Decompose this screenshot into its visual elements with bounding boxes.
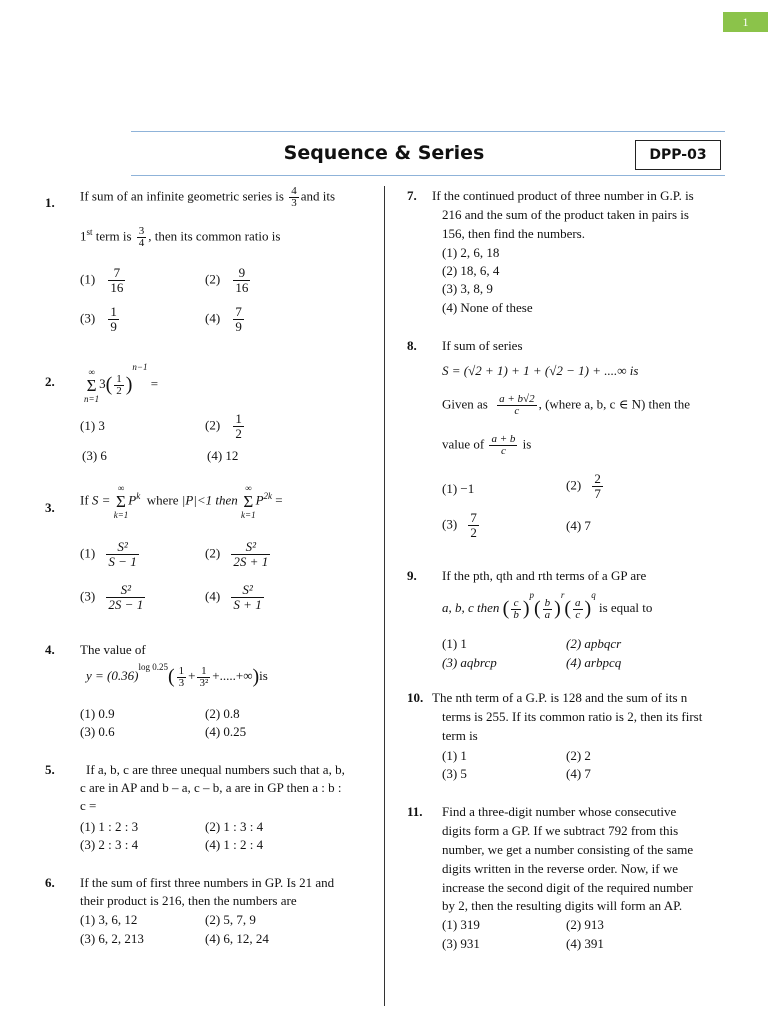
- option-4[interactable]: (4) 7: [566, 518, 591, 533]
- option-4[interactable]: (4) $\frac{\text{S²}}{S + 1}$: [205, 582, 262, 612]
- option-1[interactable]: (1) $\frac{7}{16}$: [80, 265, 124, 295]
- question-number: 7.: [407, 188, 417, 203]
- option-4[interactable]: (4) arbpcq: [566, 655, 622, 670]
- option-2[interactable]: (2) $\frac{9}{16}$: [205, 265, 249, 295]
- question-number: 9.: [407, 568, 417, 583]
- question-number: 5.: [45, 762, 55, 777]
- question-expression: $y = (0.36)^{log 0.25}$( $\frac{1}{3}$ + $\frac{1}{\text{3²}}$ +.....+∞)is: [86, 662, 268, 689]
- question-text: 216 and the sum of the product taken in pairs is: [442, 207, 689, 222]
- page-title: Sequence & Series: [283, 142, 485, 164]
- option-2[interactable]: (2) 1 : 3 : 4: [205, 819, 264, 834]
- header-rule-top: [131, 131, 725, 132]
- option-2[interactable]: (2) 5, 7, 9: [205, 912, 256, 927]
- question-text: The value of: [80, 642, 146, 657]
- option-4[interactable]: (4) 6, 12, 24: [205, 931, 269, 946]
- question-number: 3.: [45, 500, 55, 515]
- question-text: by 2, then the resulting digits will form an AP.: [442, 898, 683, 913]
- question-text: Given as $\frac{a + b√2}{c}$ , (where a, b, c ∈ N) then the: [442, 393, 691, 417]
- question-text: c are in AP and b – a, c – b, a are in GP then a : b :: [80, 780, 342, 795]
- option-2[interactable]: (2) $\frac{1}{2}$: [205, 411, 242, 441]
- option-3[interactable]: (3) $\frac{\text{S²}}{2S - 1}$: [80, 582, 144, 612]
- option-1[interactable]: (1) 2, 6, 18: [442, 245, 500, 260]
- option-1[interactable]: (1) $\frac{\text{S²}}{S - 1}$: [80, 539, 137, 569]
- option-2[interactable]: (2) $\frac{\text{S²}}{2S + 1}$: [205, 539, 269, 569]
- question-number: 11.: [407, 804, 423, 819]
- option-1[interactable]: (1) 1: [442, 636, 467, 651]
- option-1[interactable]: (1) 1: [442, 748, 467, 763]
- question-text: 156, then find the numbers.: [442, 226, 585, 241]
- option-4[interactable]: (4) 12: [207, 448, 239, 463]
- option-2[interactable]: (2) 18, 6, 4: [442, 263, 500, 278]
- question-text: value of $\frac{a + b}{c}$ is: [442, 433, 532, 457]
- question-text: Find a three-digit number whose consecutive: [442, 804, 677, 819]
- question-number: 2.: [45, 374, 55, 389]
- question-text: If the pth, qth and rth terms of a GP are: [442, 568, 647, 583]
- option-1[interactable]: (1) 1 : 2 : 3: [80, 819, 139, 834]
- option-1[interactable]: (1) 3: [80, 418, 105, 433]
- column-divider: [384, 186, 385, 1006]
- option-4[interactable]: (4) $\frac{7}{9}$: [205, 304, 242, 334]
- option-3[interactable]: (3) $\frac{1}{9}$: [80, 304, 117, 334]
- option-4[interactable]: (4) 0.25: [205, 724, 247, 739]
- option-4[interactable]: (4) 391: [566, 936, 604, 951]
- question-text: digits form a GP. If we subtract 792 from this: [442, 823, 679, 838]
- option-3[interactable]: (3) 0.6: [80, 724, 115, 739]
- question-text: c =: [80, 798, 97, 813]
- question-text: If a, b, c are three unequal numbers such that a, b,: [86, 762, 345, 777]
- question-number: 4.: [45, 642, 55, 657]
- option-1[interactable]: (1) 3, 6, 12: [80, 912, 138, 927]
- question-text: If the sum of first three numbers in GP. Is 21 and: [80, 875, 335, 890]
- option-4[interactable]: (4) None of these: [442, 300, 533, 315]
- option-3[interactable]: (3) 5: [442, 766, 467, 781]
- question-text: increase the second digit of the required number: [442, 880, 693, 895]
- question-number: 1.: [45, 195, 55, 210]
- question-text: 1st term is $\frac{3}{4}$ , then its common ratio is: [80, 225, 281, 249]
- question-text: digits written in the reverse order. Now, if we: [442, 861, 678, 876]
- option-2[interactable]: (2) 913: [566, 917, 604, 932]
- option-2[interactable]: (2) 2: [566, 748, 591, 763]
- fraction: $\frac{4}{3}$: [291, 185, 297, 209]
- option-4[interactable]: (4) 1 : 2 : 4: [205, 837, 264, 852]
- option-4[interactable]: (4) 7: [566, 766, 591, 781]
- option-3[interactable]: (3) 3, 8, 9: [442, 281, 493, 296]
- question-number: 8.: [407, 338, 417, 353]
- question-expression: a, b, c then ( $\frac{c}{b}$ )$^p$( $\frac{b}{a}$ )$^r$( $\frac{a}{c}$ )$^q$ is equal to: [442, 590, 653, 621]
- option-3[interactable]: (3) 931: [442, 936, 480, 951]
- question-expression: ∞ Σ n=13( $\frac{1}{2}$ )$^{n-1}$ =: [84, 362, 159, 404]
- option-3[interactable]: (3) 2 : 3 : 4: [80, 837, 139, 852]
- header-rule-bottom: [131, 175, 725, 176]
- option-3[interactable]: (3) 6, 2, 213: [80, 931, 144, 946]
- option-2[interactable]: (2) apbqcr: [566, 636, 622, 651]
- option-2[interactable]: (2) $\frac{2}{7}$: [566, 471, 601, 501]
- series-expression: S = (√2 + 1) + 1 + (√2 − 1) + ....∞ is: [442, 363, 639, 378]
- question-text: terms is 255. If its common ratio is 2, then its first: [442, 709, 703, 724]
- option-1[interactable]: (1) 0.9: [80, 706, 115, 721]
- option-3[interactable]: (3) $\frac{7}{2}$: [442, 510, 477, 540]
- question-number: 10.: [407, 690, 424, 705]
- option-1[interactable]: (1) 319: [442, 917, 480, 932]
- option-2[interactable]: (2) 0.8: [205, 706, 240, 721]
- question-expression: If S = ∞ Σ $k=1P^k$ where |P|<1 then ∞ Σ $k=1P^{2k}$ =: [80, 483, 283, 520]
- question-text: If sum of an infinite geometric series is $\frac{4}{3}$ and its: [80, 185, 336, 209]
- question-text: their product is 216, then the numbers are: [80, 893, 297, 908]
- question-text: If the continued product of three number in G.P. is: [432, 188, 694, 203]
- dpp-code-box: DPP-03: [635, 140, 721, 170]
- question-text: If sum of series: [442, 338, 523, 353]
- page-number-badge: 1: [723, 12, 768, 32]
- option-3[interactable]: (3) aqbrcp: [442, 655, 497, 670]
- option-1[interactable]: (1) −1: [442, 481, 475, 496]
- question-text: The nth term of a G.P. is 128 and the sum of its n: [432, 690, 688, 705]
- summation: ∞ Σ n=1: [84, 366, 100, 404]
- question-text: term is: [442, 728, 478, 743]
- question-number: 6.: [45, 875, 55, 890]
- question-text: number, we get a number consisting of the same: [442, 842, 694, 857]
- option-3[interactable]: (3) 6: [82, 448, 107, 463]
- fraction: $\frac{3}{4}$: [138, 225, 145, 249]
